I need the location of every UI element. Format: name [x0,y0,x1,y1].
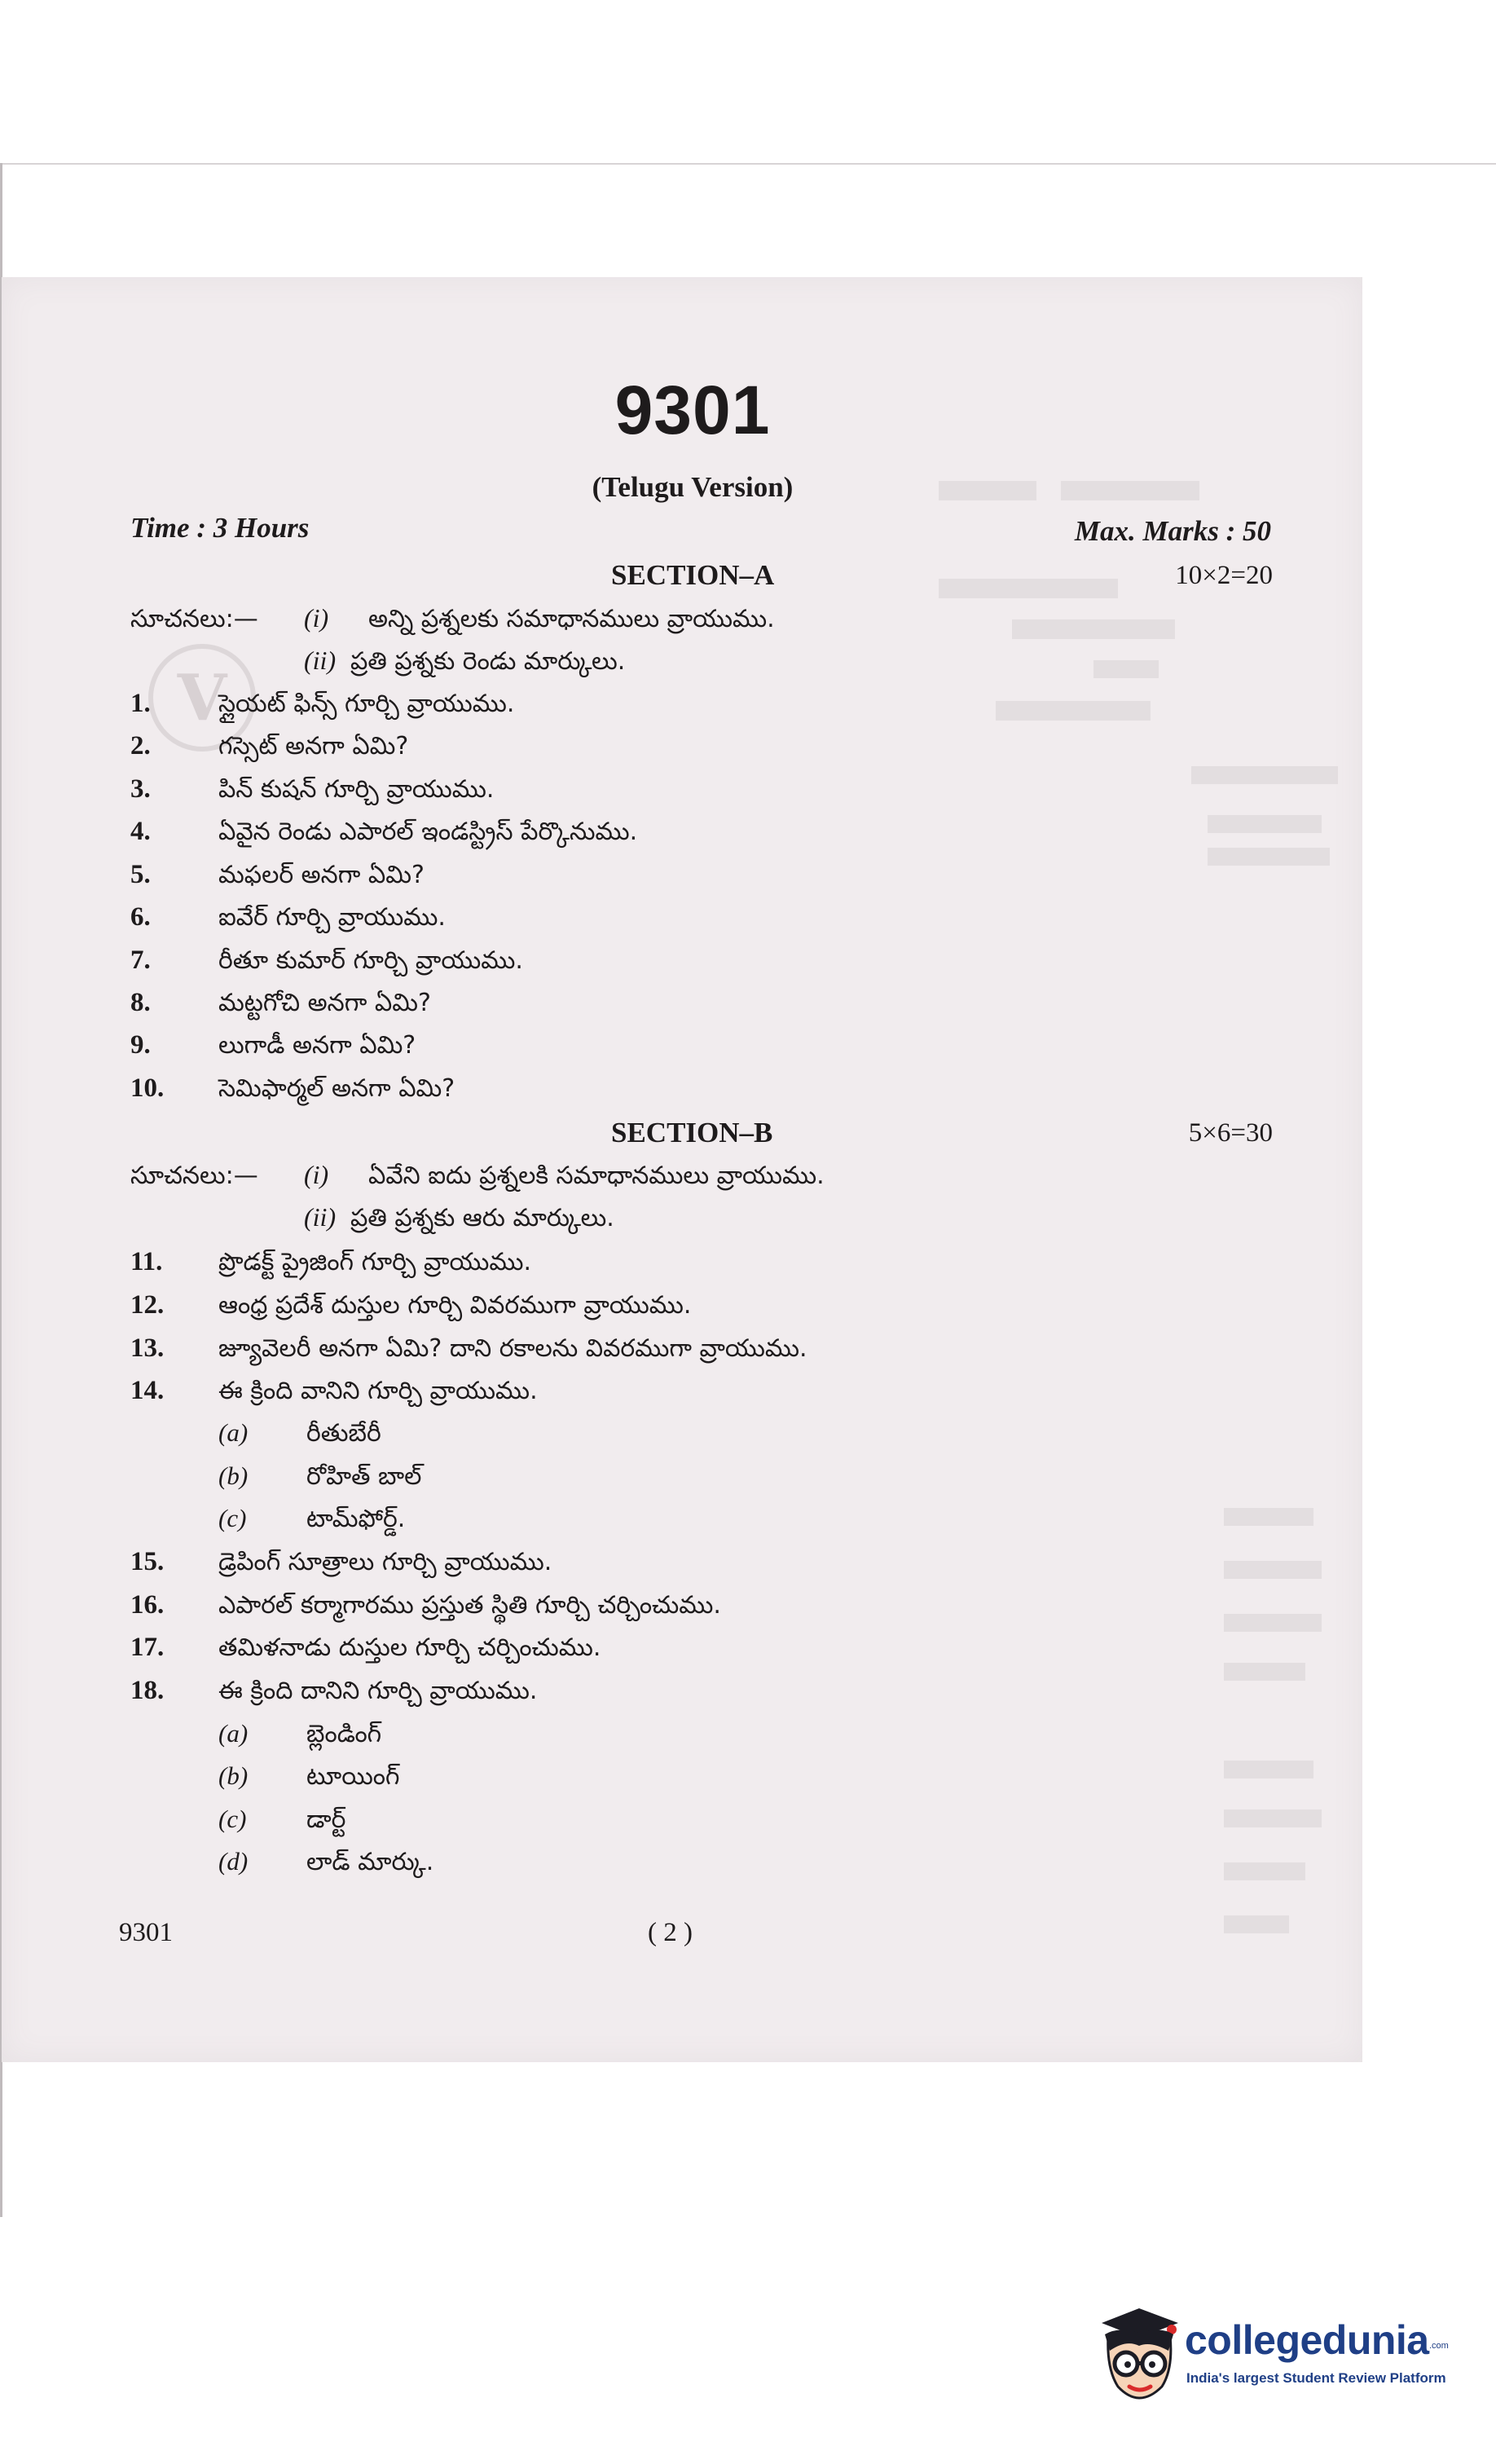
question-text: ఐవేర్ గూర్చి వ్రాయుము. [218,903,446,932]
logo-domain-suffix: .com [1429,2341,1449,2351]
question-number: 14. [130,1376,165,1405]
question-number: 12. [130,1290,165,1320]
section-b-instruction-roman: (ii) [304,1202,337,1232]
question-number: 17. [130,1633,165,1662]
question-number: 8. [130,988,151,1017]
question-number: 7. [130,945,151,975]
question-text: స్లైయట్ ఫిన్స్ గూర్చి వ్రాయుము. [218,690,515,718]
question-text: సెమిఫార్మల్ అనగా ఏమి? [218,1074,455,1103]
sub-item-label: (b) [218,1761,249,1790]
question-text: జ్యూవెలరీ అనగా ఏమి? దాని రకాలను వివరముగా వ్రాయుము. [218,1334,807,1363]
question-number: 2. [130,731,151,760]
version-label: (Telugu Version) [592,471,794,503]
question-text: ప్రొడక్ట్ ప్రైజింగ్ గూర్చి వ్రాయుము. [218,1248,532,1276]
question-text: మట్టగోచి అనగా ఏమి? [218,989,431,1017]
sub-item-text: డార్ట్ [306,1805,346,1834]
section-a-marks: 10×2=20 [1175,561,1273,590]
sub-item-label: (d) [218,1847,249,1876]
question-text: పిన్ కుషన్ గూర్చి వ్రాయుము. [218,775,495,804]
section-a-title: SECTION–A [611,559,775,591]
section-b-instruction-label: సూచనలు:— [130,1161,258,1190]
question-text: రీతూ కుమార్ గూర్చి వ్రాయుము. [218,946,523,975]
question-number: 10. [130,1073,165,1103]
section-a-instruction-roman: (ii) [304,646,337,675]
question-text: ఎపారల్ కర్మాగారము ప్రస్తుత స్థితి గూర్చి చర్చించుము. [218,1591,721,1620]
question-number: 1. [130,689,151,718]
question-text: గస్సెట్ అనగా ఏమి? [218,732,409,760]
logo-tagline: India's largest Student Review Platform [1186,2370,1446,2386]
question-number: 6. [130,902,151,932]
question-text: ఈ క్రింది వానిని గూర్చి వ్రాయుము. [218,1377,538,1405]
paper-code-title: 9301 [614,372,771,448]
page-number: ( 2 ) [648,1918,693,1947]
section-b-marks: 5×6=30 [1188,1118,1273,1148]
mascot-icon [1093,2305,1183,2411]
sub-item-text: రీతుబేరీ [306,1419,381,1448]
question-number: 9. [130,1030,151,1060]
sub-item-text: రోహిత్ బాల్ [306,1462,422,1491]
question-number: 16. [130,1590,165,1620]
section-a-instruction-label: సూచనలు:— [130,605,258,633]
sub-item-label: (b) [218,1461,249,1490]
section-b-title: SECTION–B [611,1117,773,1148]
max-marks: Max. Marks : 50 [1074,515,1271,547]
question-number: 18. [130,1676,165,1705]
question-number: 15. [130,1547,165,1576]
question-number: 4. [130,817,151,846]
time-allowed: Time : 3 Hours [130,512,310,544]
sub-item-text: బ్లెండింగ్ [306,1720,382,1748]
question-number: 11. [130,1247,163,1276]
sub-item-text: లాడ్ మార్కు. [306,1848,434,1876]
section-b-instruction-text: ప్రతి ప్రశ్నకు ఆరు మార్కులు. [350,1204,614,1232]
footer-paper-code: 9301 [119,1918,173,1947]
sub-item-label: (c) [218,1504,247,1532]
section-b-instruction-roman: (i) [304,1160,329,1189]
page-top-divider [0,163,1496,165]
question-text: ఆంధ్ర ప్రదేశ్ దుస్తుల గూర్చి వివరముగా వ్రాయుము. [218,1291,692,1320]
question-text: మఫలర్ అనగా ఏమి? [218,861,425,889]
question-text: డ్రెపింగ్ సూత్రాలు గూర్చి వ్రాయుము. [218,1548,552,1576]
question-number: 5. [130,860,151,889]
sub-item-text: టూయింగ్ [306,1762,400,1791]
sub-item-text: టామ్‌ఫోర్డ్. [306,1505,406,1533]
section-a-instruction-roman: (i) [304,603,329,633]
question-number: 13. [130,1333,165,1363]
question-text: లుగాడీ అనగా ఏమి? [218,1031,416,1060]
logo-wordmark: collegedunia [1185,2317,1429,2363]
question-text: ఏవైన రెండు ఎపారల్ ఇండస్ట్రిస్ పేర్కొనుము. [218,818,638,846]
section-b-instruction-text: ఏవేని ఐదు ప్రశ్నలకి సమాధానములు వ్రాయుము. [368,1161,825,1190]
section-a-instruction-text: ప్రతి ప్రశ్నకు రెండు మార్కులు. [350,647,626,676]
question-number: 3. [130,774,151,804]
section-a-instruction-text: అన్ని ప్రశ్నలకు సమాధానములు వ్రాయుము. [368,605,775,633]
watermark-v-seal: V [148,644,256,752]
collegedunia-logo[interactable] [1093,2305,1449,2415]
sub-item-label: (a) [218,1418,249,1447]
sub-item-label: (a) [218,1719,249,1748]
question-text: ఈ క్రింది దానిని గూర్చి వ్రాయుము. [218,1677,538,1705]
question-text: తమిళనాడు దుస్తుల గూర్చి చర్చించుము. [218,1633,601,1662]
sub-item-label: (c) [218,1805,247,1833]
